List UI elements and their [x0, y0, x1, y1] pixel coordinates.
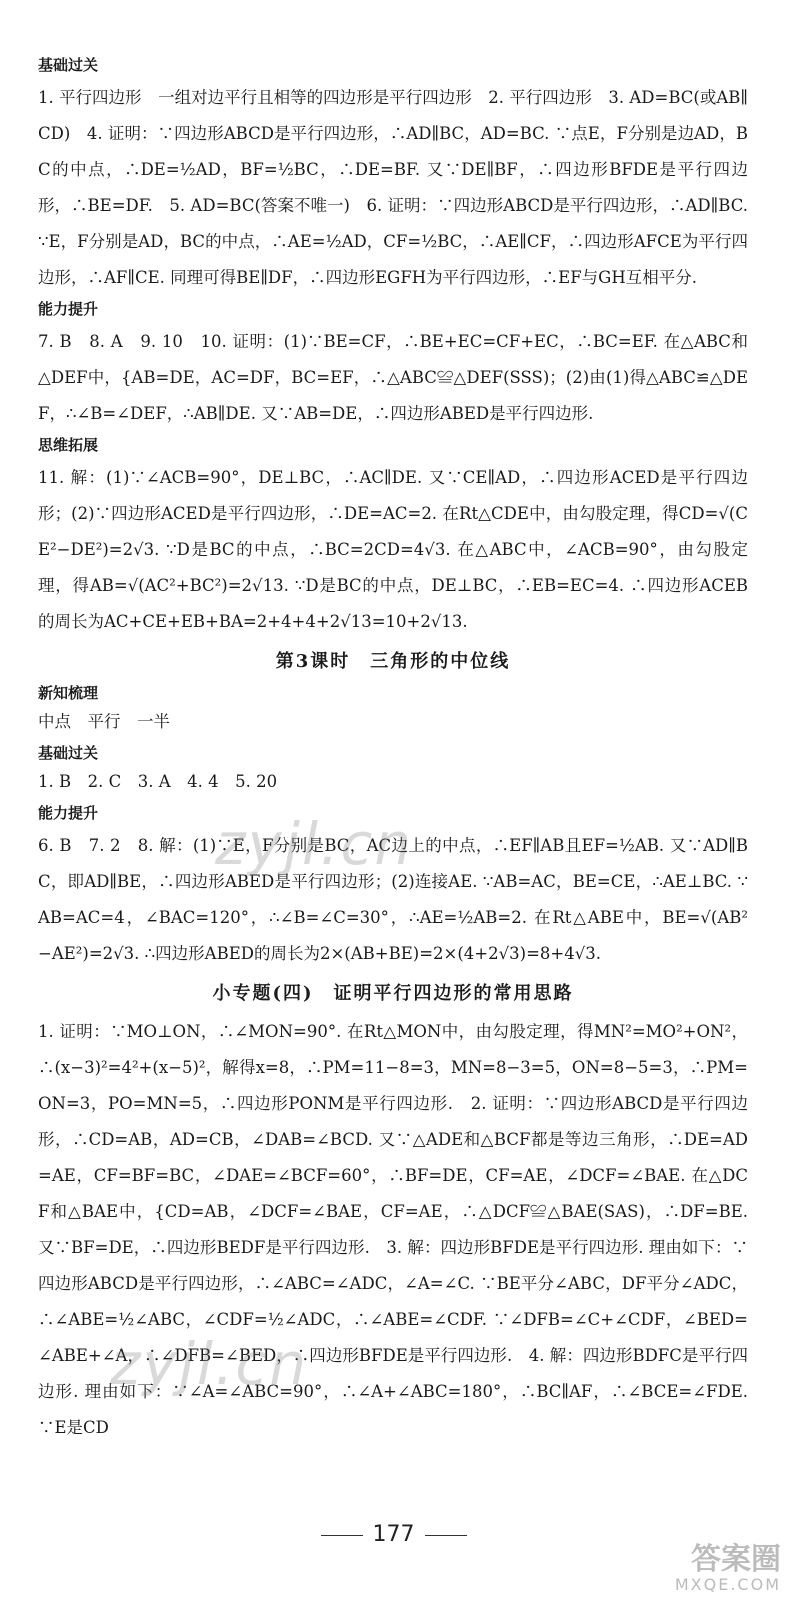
section-lesson-basic [38, 742, 748, 796]
site-logo [675, 1544, 781, 1594]
section-heading: 新知梳理 [38, 684, 99, 702]
page-number [0, 1522, 787, 1547]
section-heading: 思维拓展 [38, 436, 99, 454]
section-extension [38, 434, 748, 640]
section-heading: 能力提升 [38, 804, 99, 822]
topic-title: 小专题(四) 证明平行四边形的常用思路 [212, 983, 574, 1004]
answer-paragraph: 1. 证明：∵MO⊥ON，∴∠MON=90°. 在Rt△MON中，由勾股定理，得MN²=MO²+ON²，∴(x−3)²=4²+(x−5)²，解得x=8，∴PM=11−8=3，MN=8−3=5，ON=8−5=3，∴PM=ON=3，PO=MN=5，∴四边形PONM是平行四边形. 2. 证明：∵四边形ABCD是平行四边形，∴CD=AB，AD=CB，∠DAB=∠BCD. 又∵△ADE和△BCF都是等边三角形，∴DE=AD=AE，CF=BF=BC，∠DAE=∠BCF=60°，∴BF=DE，CF=AE，∠DCF=∠BAE. 在△DCF和△BAE中，{CD=AB，∠DCF=∠BAE，CF=AE，∴△DCF≌△BAE(SAS)，∴DF=BE. 又∵BF=DE，∴四边形BEDF是平行四边形. 3. 解：四边形BFDE是平行四边形. 理由如下：∵四边形ABCD是平行四边形，∴∠ABC=∠ADC，∠A=∠C. ∵BE平分∠ABC，DF平分∠ADC，∴∠ABE=½∠ABC，∠CDF=½∠ADC，∴∠ABE=∠CDF. ∵∠DFB=∠C+∠CDF，∠BED=∠ABE+∠A，∴∠DFB=∠BED，∴四边形BFDE是平行四边形. 4. 解：四边形BDFC是平行四边形. 理由如下：∵∠A=∠ABC=90°，∴∠A+∠ABC=180°，∴BC∥AF，∴∠BCE=∠FDE. ∵E是CD [38, 1022, 748, 1437]
answer-paragraph: 6. B 7. 2 8. 解：(1)∵E，F分别是BC，AC边上的中点，∴EF∥AB且EF=½AB. 又∵AD∥BC，即AD∥BE，∴四边形ABED是平行四边形；(2)连接AE. ∵AB=AC，BE=CE，∴AE⊥BC. ∵AB=AC=4，∠BAC=120°，∴∠B=∠C=30°，∴AE=½AB=2. 在Rt△ABE中，BE=√(AB²−AE²)=2√3. ∴四边形ABED的周长为2×(AB+BE)=2×(4+2√3)=8+4√3. [38, 836, 748, 963]
logo-domain: MXQE.COM [674, 1575, 781, 1594]
dash-right [425, 1535, 467, 1536]
answer-paragraph: 1. 平行四边形 一组对边平行且相等的四边形是平行四边形 2. 平行四边形 3. AD=BC(或AB∥CD) 4. 证明：∵四边形ABCD是平行四边形，∴AD∥BC，AD=BC. ∵点E，F分别是边AD，BC的中点，∴DE=½AD，BF=½BC，∴DE=BF. 又∵DE∥BF，∴四边形BFDE是平行四边形，∴BE=DF. 5. AD=BC(答案不唯一) 6. 证明：∵四边形ABCD是平行四边形，∴AD∥BC. ∵E，F分别是AD，BC的中点，∴AE=½AD，CF=½BC，∴AE∥CF，∴四边形AFCE为平行四边形，∴AF∥CE. 同理可得BE∥DF，∴四边形EGFH为平行四边形，∴EF与GH互相平分. [38, 88, 748, 287]
section-new-knowledge [38, 682, 748, 736]
answer-paragraph: 7. B 8. A 9. 10 10. 证明：(1)∵BE=CF，∴BE+EC=CF+EC，∴BC=EF. 在△ABC和△DEF中，{AB=DE，AC=DF，BC=EF，∴△ABC≌△DEF(SSS)；(2)由(1)得△ABC≌△DEF，∴∠B=∠DEF，∴AB∥DE. 又∵AB=DE，∴四边形ABED是平行四边形. [38, 332, 748, 423]
page-number-text: 177 [372, 1522, 415, 1547]
watermark: zyjl.cn [110, 1330, 309, 1398]
section-ability [38, 298, 748, 432]
section-heading: 基础过关 [38, 744, 99, 762]
answer-line: 1. B 2. C 3. A 4. 4 5. 20 [38, 772, 278, 791]
answer-paragraph: 11. 解：(1)∵∠ACB=90°，DE⊥BC，∴AC∥DE. 又∵CE∥AD，∴四边形ACED是平行四边形；(2)∵四边形ACED是平行四边形，∴DE=AC=2. 在Rt△CDE中，由勾股定理，得CD=√(CE²−DE²)=2√3. ∵D是BC的中点，∴BC=2CD=4√3. 在△ABC中，∠ACB=90°，由勾股定理，得AB=√(AC²+BC²)=2√13. ∵D是BC的中点，DE⊥BC，∴EB=EC=4. ∴四边形ACEB的周长为AC+CE+EB+BA=2+4+4+2√13=10+2√13. [38, 468, 748, 631]
logo-text: 答案圈 [691, 1542, 781, 1577]
lesson-title: 第3课时 三角形的中位线 [275, 651, 511, 672]
answer-line: 中点 平行 一半 [38, 712, 170, 731]
watermark: zyjl.cn [215, 810, 414, 878]
section-heading: 基础过关 [38, 56, 99, 74]
section-heading: 能力提升 [38, 300, 99, 318]
dash-left [321, 1535, 363, 1536]
answer-page [38, 52, 748, 1448]
section-basic [38, 54, 748, 296]
